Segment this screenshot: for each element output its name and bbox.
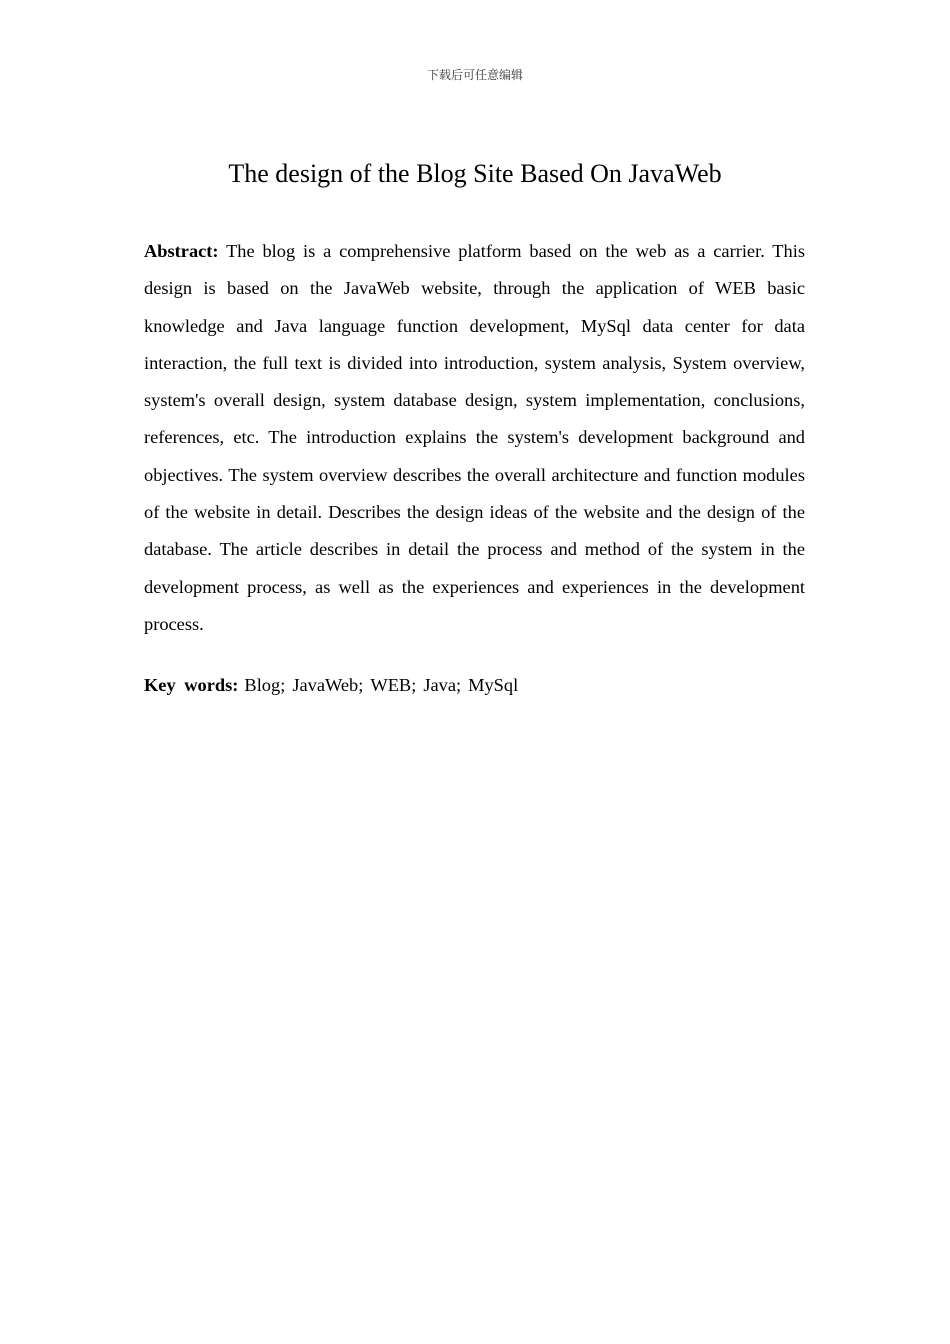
keyword-item: WEB; <box>370 675 417 695</box>
paper-title: The design of the Blog Site Based On JavaWeb <box>228 159 722 188</box>
keyword-item: Blog; <box>244 675 286 695</box>
abstract-label: Abstract: <box>144 241 219 261</box>
keyword-item: MySql <box>468 675 519 695</box>
keywords-line <box>144 667 805 704</box>
header-note: 下载后可任意编辑 <box>426 68 523 82</box>
keywords-label: Key words: <box>144 675 239 695</box>
keyword-item: Java; <box>423 675 462 695</box>
abstract-paragraph <box>144 233 805 643</box>
abstract-text: The blog is a comprehensive platform based on the web as a carrier. This design is based on the JavaWeb website, through the application of WEB basic knowledge and Java language function development, MySql data center for data interaction, the full text is divided into introduction, system analysis, System overview, system's overall design, system database design, system implementation, conclusions, references, etc. The introduction explains the system's development background and objectives. The system overview describes the overall architecture and function modules of the website in detail. Describes the design ideas of the website and the design of the database. The article describes in detail the process and method of the system in the development process, as well as the experiences and experiences in the development process. <box>144 241 805 634</box>
keyword-item: JavaWeb; <box>292 675 364 695</box>
